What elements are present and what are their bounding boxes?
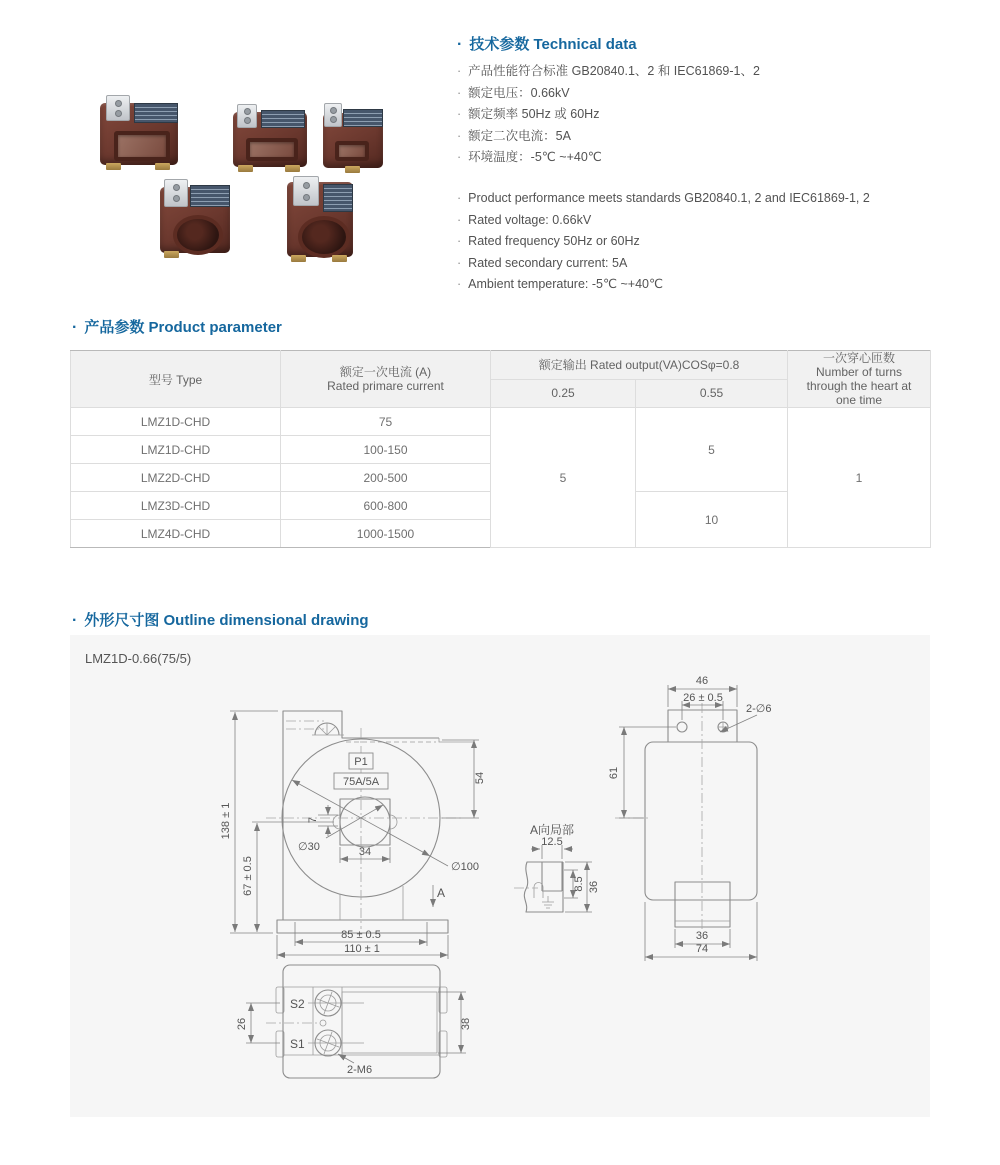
list-item [457,147,760,169]
ct-foot [291,255,306,262]
ct-round-window [298,216,350,258]
ct-nameplate [190,185,230,207]
bullet-icon: · [457,234,462,248]
bullet-icon: · [457,107,462,121]
col-header-primary-current [281,351,491,408]
list-item-text: 环境温度：-5℃ ~+40℃ [468,150,602,164]
dim-slot-height-label: 8.5 [573,876,585,892]
product-photo-1 [100,103,178,165]
dim-base-width-label: 85 ± 0.5 [341,929,381,941]
list-item [457,188,870,210]
bottom-view [236,965,472,1078]
ct-window [114,131,170,161]
dim-terminal-pitch-label: 26 [236,1017,248,1031]
bullet-icon: · [72,612,78,629]
product-parameter-table [70,350,931,548]
bullet-icon: · [457,212,462,227]
outline-drawing [70,635,930,1117]
cell-current: 75 [281,408,491,436]
dim-tab-width-label: 46 [695,675,709,687]
dim-hole-diameter-label: ∅30 [298,841,320,853]
cell-type: LMZ1D-CHD [71,436,281,464]
tech-data-list-en [457,188,870,296]
cell-output-025: 5 [491,408,636,548]
bullet-icon: · [457,191,462,205]
col-header-rated-output: 额定输出 Rated output(VA)COSφ=0.8 [491,351,788,380]
ct-nameplate [261,110,305,128]
ct-window [246,138,298,161]
col-header-turns [788,351,931,408]
bullet-icon: · [72,319,78,336]
cell-current: 1000-1500 [281,520,491,548]
dim-hole-span-label: 26 ± 0.5 [683,692,723,704]
list-item-text: 额定电压：0.66kV [468,85,570,100]
ct-round-window [173,215,223,255]
dim-plate-height-label: 36 [588,880,600,894]
bullet-icon: · [457,36,463,53]
ct-foot [285,165,300,172]
list-item-text: Ambient temperature: -5℃ ~+40℃ [468,277,664,291]
dim-base-total-width-label: 110 ± 1 [344,943,380,955]
list-item [457,104,760,126]
tech-data-title [457,33,637,54]
ground-icon [542,896,554,908]
col-header-turns-en: Number of turns through the heart at one time [806,365,912,407]
list-item-text: 额定频率 50Hz 或 60Hz [468,107,600,121]
dim-block-height-label: 38 [460,1017,472,1031]
dim-offset-label: 7 [307,816,319,824]
list-item [457,210,870,232]
ct-foot [106,163,121,170]
label-screws: 2-M6 [347,1064,373,1076]
list-item [457,61,760,83]
product-photo-4 [160,187,230,253]
dim-top-height-label: 54 [474,771,486,785]
dim-slot-width-label: 12.5 [541,836,563,848]
outline-title-text: 外形尺寸图 Outline dimensional drawing [84,612,369,629]
ct-foot [164,251,179,258]
label-p1: P1 [354,756,368,768]
cell-current: 600-800 [281,492,491,520]
product-parameter-title [72,316,282,337]
ct-foot [155,163,170,170]
ct-terminal-cover [106,95,130,121]
ct-nameplate [323,184,353,212]
ct-foot [345,166,360,173]
ct-window [335,141,369,161]
product-parameter-title-text: 产品参数 Product parameter [84,319,282,336]
list-item [457,253,870,275]
bullet-icon: · [457,255,462,270]
label-mounting-holes: 2-∅6 [746,703,772,715]
bullet-icon: · [457,277,462,291]
terminal-recess [342,992,437,1053]
cell-turns: 1 [788,408,931,548]
list-item [457,274,870,296]
ct-nameplate [134,103,178,123]
detail-view-a [514,823,600,912]
side-view [608,675,771,961]
cell-current: 200-500 [281,464,491,492]
bullet-icon: · [457,64,462,78]
ct-foot [332,255,347,262]
cell-type: LMZ2D-CHD [71,464,281,492]
col-header-turns-cn: 一次穿心匝数 [823,351,896,365]
front-view [220,711,486,959]
cell-type: LMZ4D-CHD [71,520,281,548]
label-ratio: 75A/5A [342,776,380,788]
product-photos [90,95,410,265]
col-header-primary-en: Rated primare current [327,379,444,393]
view-arrow-label: A [437,886,446,900]
list-item-text: Rated voltage: 0.66kV [468,212,592,227]
cell-type: LMZ3D-CHD [71,492,281,520]
list-item-text: Product performance meets standards GB20840.1, 2 and IEC61869-1, 2 [468,191,870,205]
list-item-text: 额定二次电流：5A [468,128,571,143]
product-photo-2 [233,112,307,167]
dim-center-height-label: 67 ± 0.5 [242,856,254,896]
table-row [71,408,931,436]
dim-upper-height-label: 61 [608,766,620,780]
ct-terminal-cover [293,176,319,206]
col-header-cos-025: 0.25 [491,379,636,408]
dim-outer-diameter-label: ∅100 [451,861,479,873]
list-item-text: Rated frequency 50Hz or 60Hz [468,234,640,248]
list-item [457,126,760,148]
product-photo-5 [287,182,353,257]
product-photo-3 [323,113,383,168]
list-item-text: Rated secondary current: 5A [468,255,628,270]
dim-hole-width-label: 34 [358,846,372,858]
label-s2: S2 [290,997,305,1011]
ct-terminal-cover [164,179,188,207]
bullet-icon: · [457,128,462,143]
col-header-cos-055: 0.55 [636,379,788,408]
dim-total-height-label: 138 ± 1 [220,802,232,840]
drawing-model-label: LMZ1D-0.66(75/5) [85,651,192,666]
tech-data-title-text: 技术参数 Technical data [469,36,637,53]
ct-terminal-cover [324,103,342,127]
cell-output-055-a: 5 [636,408,788,492]
bullet-icon: · [457,150,462,164]
dim-total-width-label: 74 [695,943,709,955]
list-item-text: 产品性能符合标准 GB20840.1、2 和 IEC61869-1、2 [468,64,760,78]
ct-terminal-cover [237,104,257,128]
outline-title [72,609,369,630]
tech-data-list-cn [457,61,760,169]
cell-type: LMZ1D-CHD [71,408,281,436]
cell-current: 100-150 [281,436,491,464]
list-item [457,83,760,105]
col-header-primary-cn: 额定一次电流 (A) [339,365,432,379]
col-header-type: 型号 Type [71,351,281,408]
detail-title: A向局部 [529,823,575,837]
drawing-panel [70,635,930,1117]
ct-foot [238,165,253,172]
bullet-icon: · [457,85,462,100]
list-item [457,231,870,253]
ct-nameplate [343,109,383,127]
dim-foot-width-label: 36 [695,930,709,942]
label-s1: S1 [290,1037,305,1051]
cell-output-055-b: 10 [636,492,788,548]
